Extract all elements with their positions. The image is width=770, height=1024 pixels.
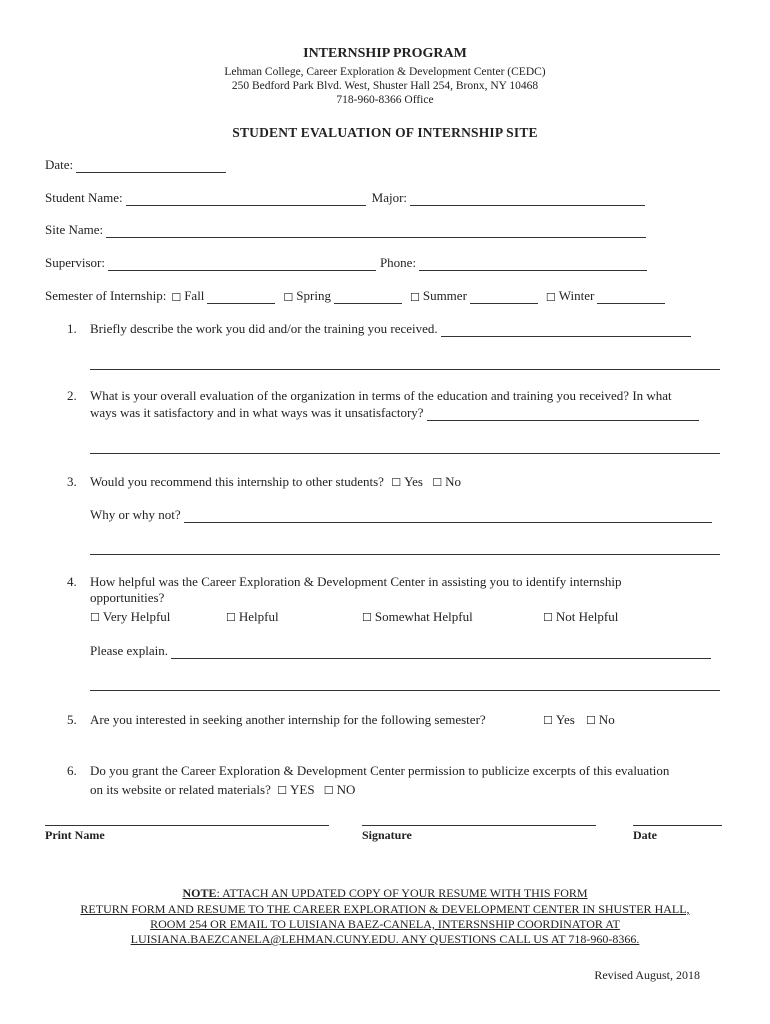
q6-row — [90, 782, 355, 798]
note-line-4: LUISIANA.BAEZCANELA@LEHMAN.CUNY.EDU. ANY QUESTIONS CALL US AT 718-960-8366. — [130, 932, 640, 946]
print-name-line[interactable] — [45, 824, 329, 826]
q5-no-label: No — [598, 712, 615, 727]
student-row — [45, 190, 645, 206]
summer-checkbox-icon[interactable]: ☐ — [409, 291, 420, 304]
note-line-2: RETURN FORM AND RESUME TO THE CAREER EXPLORATION & DEVELOPMENT CENTER IN SHUSTER HALL, — [80, 902, 690, 916]
q5-no-checkbox-icon[interactable]: ☐ — [586, 714, 596, 727]
major-label: Major: — [371, 190, 408, 205]
q1-answer-line[interactable] — [90, 368, 720, 370]
q3-no-checkbox-icon[interactable]: ☐ — [432, 476, 443, 489]
phone-label: Phone: — [379, 255, 417, 270]
phone-field[interactable] — [419, 258, 647, 271]
q5-number: 5. — [67, 712, 77, 727]
supervisor-field[interactable] — [108, 258, 376, 271]
address-line-1: Lehman College, Career Exploration & Development Center (CEDC) — [224, 66, 546, 78]
summer-field[interactable] — [470, 291, 538, 304]
supervisor-label: Supervisor: — [45, 255, 105, 270]
q4-opt-somewhat-helpful[interactable] — [362, 609, 473, 625]
q3-no-label: No — [445, 474, 461, 489]
q3-row — [90, 474, 461, 490]
somewhat-helpful-label: Somewhat Helpful — [374, 609, 473, 624]
note-label: NOTE — [182, 886, 217, 900]
semester-label: Semester of Internship: — [45, 288, 167, 303]
q4-number: 4. — [67, 574, 77, 589]
winter-field[interactable] — [597, 291, 665, 304]
q6-no-checkbox-icon[interactable]: ☐ — [323, 784, 334, 797]
very-helpful-checkbox-icon[interactable]: ☐ — [90, 611, 100, 624]
program-title: INTERNSHIP PROGRAM — [303, 46, 467, 61]
q1-number: 1. — [67, 321, 77, 336]
fall-label: Fall — [184, 288, 205, 303]
q2-row — [90, 405, 699, 421]
fall-checkbox-icon[interactable]: ☐ — [171, 291, 182, 304]
q6-number: 6. — [67, 763, 77, 778]
spring-checkbox-icon[interactable]: ☐ — [283, 291, 294, 304]
form-title: STUDENT EVALUATION OF INTERNSHIP SITE — [232, 125, 538, 140]
q3-text: Would you recommend this internship to other students? — [90, 474, 384, 489]
sign-date-line[interactable] — [633, 824, 722, 826]
signature-line[interactable] — [362, 824, 596, 826]
helpful-label: Helpful — [238, 609, 279, 624]
q6-yes-checkbox-icon[interactable]: ☐ — [277, 784, 287, 797]
q4-explain-row — [90, 643, 711, 659]
signature-label: Signature — [362, 828, 412, 842]
winter-label: Winter — [558, 288, 595, 303]
address-line-2: 250 Bedford Park Blvd. West, Shuster Hall 254, Bronx, NY 10468 — [231, 80, 539, 92]
winter-checkbox-icon[interactable]: ☐ — [545, 291, 556, 304]
note-line-1 — [0, 886, 770, 901]
q4-answer-line[interactable] — [90, 689, 720, 691]
date-field[interactable] — [76, 160, 226, 173]
not-helpful-label: Not Helpful — [555, 609, 619, 624]
q4-opt-helpful[interactable] — [226, 609, 279, 625]
q1-answer-field[interactable] — [441, 324, 691, 337]
note-line-3: ROOM 254 OR EMAIL TO LUISIANA BAEZ-CANELA, INTERSNSHIP COORDINATOR AT — [150, 917, 620, 931]
site-name-field[interactable] — [106, 225, 646, 238]
q5-yes-checkbox-icon[interactable]: ☐ — [543, 714, 553, 727]
not-helpful-checkbox-icon[interactable]: ☐ — [543, 611, 553, 624]
q2-number: 2. — [67, 388, 77, 403]
q3-why-label: Why or why not? — [90, 507, 181, 522]
revised-date: Revised August, 2018 — [594, 968, 700, 982]
q2-text-line-2: ways was it satisfactory and in what ways was it unsatisfactory? — [90, 405, 424, 420]
date-label: Date: — [45, 157, 74, 172]
phone-line: 718-960-8366 Office — [336, 94, 434, 106]
q4-text-line-1: How helpful was the Career Exploration & Development Center in assisting you to identify internship — [90, 574, 622, 589]
major-field[interactable] — [410, 193, 645, 206]
student-name-field[interactable] — [126, 193, 366, 206]
q5-text: Are you interested in seeking another internship for the following semester? — [90, 712, 486, 727]
q2-answer-field[interactable] — [427, 408, 699, 421]
summer-label: Summer — [422, 288, 467, 303]
note-text-1: : ATTACH AN UPDATED COPY OF YOUR RESUME WITH THIS FORM — [216, 886, 588, 900]
very-helpful-label: Very Helpful — [102, 609, 171, 624]
q6-text-line-2: on its website or related materials? — [90, 782, 271, 797]
print-name-label: Print Name — [45, 828, 105, 842]
site-name-label: Site Name: — [45, 222, 104, 237]
spring-label: Spring — [296, 288, 331, 303]
q3-why-row — [90, 507, 712, 523]
sign-date-label: Date — [633, 828, 657, 842]
q4-opt-not-helpful[interactable] — [543, 609, 618, 625]
supervisor-row — [45, 255, 647, 271]
q2-text-line-1: What is your overall evaluation of the organization in terms of the education and training you received? In what — [90, 388, 672, 403]
q4-explain-field[interactable] — [171, 646, 711, 659]
q4-opt-very-helpful[interactable] — [90, 609, 170, 625]
date-row — [45, 157, 226, 173]
q5-options — [543, 712, 615, 728]
q2-answer-line[interactable] — [90, 452, 720, 454]
q3-why-field[interactable] — [184, 510, 712, 523]
q3-answer-line[interactable] — [90, 553, 720, 555]
q3-yes-label: Yes — [404, 474, 423, 489]
helpful-checkbox-icon[interactable]: ☐ — [226, 611, 236, 624]
spring-field[interactable] — [334, 291, 402, 304]
q3-number: 3. — [67, 474, 77, 489]
q6-yes-label: YES — [289, 782, 315, 797]
q1-text: Briefly describe the work you did and/or the training you received. — [90, 321, 438, 336]
q6-no-label: NO — [336, 782, 356, 797]
q6-text-line-1: Do you grant the Career Exploration & Development Center permission to publicize excerpts of this evaluation — [90, 763, 670, 778]
somewhat-helpful-checkbox-icon[interactable]: ☐ — [362, 611, 372, 624]
student-name-label: Student Name: — [45, 190, 123, 205]
q5-yes-label: Yes — [555, 712, 575, 727]
q4-text-line-2: opportunities? — [90, 590, 165, 605]
fall-field[interactable] — [207, 291, 275, 304]
semester-row — [45, 288, 665, 304]
q3-yes-checkbox-icon[interactable]: ☐ — [391, 476, 402, 489]
q4-explain-label: Please explain. — [90, 643, 168, 658]
site-row — [45, 222, 646, 238]
q1-row — [90, 321, 691, 337]
